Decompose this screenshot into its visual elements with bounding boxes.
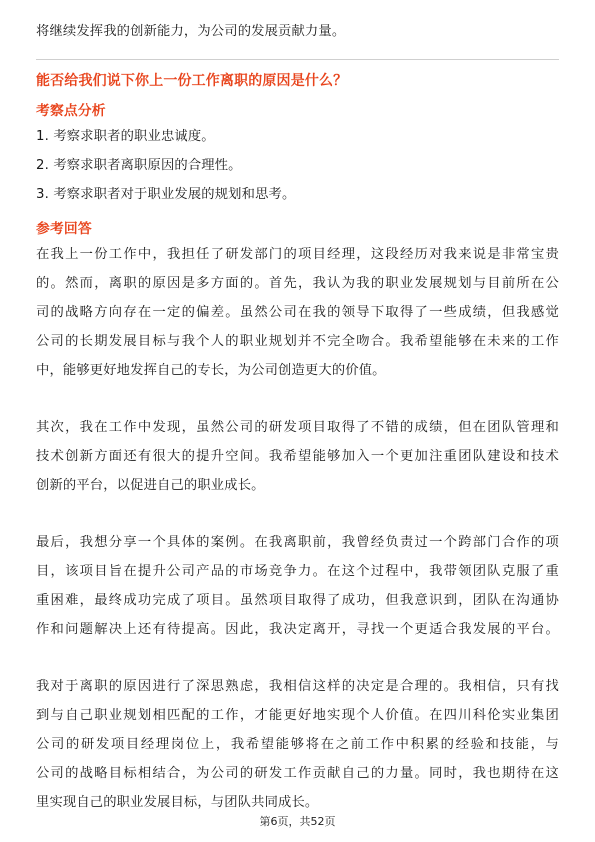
answer-line: 司的战略方向存在一定的偏差。虽然公司在我的领导下取得了一些成绩，但我感觉: [36, 305, 559, 320]
answer-line: 技术创新方面还有很大的提升空间。我希望能够加入一个更加注重团队建设和技术: [36, 449, 559, 464]
answer-line: 其次，我在工作中发现，虽然公司的研发项目取得了不错的成绩，但在团队管理和: [36, 420, 559, 435]
page-number: 第6页，共52页: [259, 815, 336, 828]
answer-line: 我对于离职的原因进行了深思熟虑，我相信这样的决定是合理的。我相信，只有找: [36, 679, 559, 694]
analysis-heading: 考察点分析: [36, 103, 106, 119]
answer-line: 公司的长期发展目标与我个人的职业规划并不完全吻合。我希望能够在未来的工作: [36, 334, 559, 349]
answer-heading: 参考回答: [36, 221, 92, 237]
answer-line: 重困难，最终成功完成了项目。虽然项目取得了成功，但我意识到，团队在沟通协: [36, 593, 559, 608]
analysis-point: 2. 考察求职者离职原因的合理性。: [36, 158, 242, 173]
answer-line: 公司的战略目标相结合，为公司的研发工作贡献自己的力量。同时，我也期待在这: [36, 766, 559, 781]
analysis-point: 3. 考察求职者对于职业发展的规划和思考。: [36, 187, 296, 202]
answer-line: 中，能够更好地发挥自己的专长，为公司创造更大的价值。: [36, 363, 386, 378]
answer-line: 到与自己职业规划相匹配的工作，才能更好地实现个人价值。在四川科伦实业集团: [36, 708, 559, 723]
answer-line: 里实现自己的职业发展目标，与团队共同成长。: [36, 795, 319, 810]
answer-line: 目，该项目旨在提升公司产品的市场竞争力。在这个过程中，我带领团队克服了重: [36, 564, 559, 579]
intro-line: 将继续发挥我的创新能力，为公司的发展贡献力量。: [36, 24, 346, 39]
section-divider: [36, 59, 559, 60]
answer-line: 作和问题解决上还有待提高。因此，我决定离开，寻找一个更适合我发展的平台。: [36, 622, 559, 637]
answer-line: 在我上一份工作中，我担任了研发部门的项目经理，这段经历对我来说是非常宝贵: [36, 247, 559, 262]
analysis-point: 1. 考察求职者的职业忠诚度。: [36, 129, 215, 144]
answer-line: 的。然而，离职的原因是多方面的。首先，我认为我的职业发展规划与目前所在公: [36, 276, 559, 291]
answer-line: 创新的平台，以促进自己的职业成长。: [36, 478, 265, 493]
answer-line: 公司的研发项目经理岗位上，我希望能够将在之前工作中积累的经验和技能，与: [36, 737, 559, 752]
answer-line: 最后，我想分享一个具体的案例。在我离职前，我曾经负责过一个跨部门合作的项: [36, 535, 559, 550]
question-title: 能否给我们说下你上一份工作离职的原因是什么？: [36, 73, 348, 89]
